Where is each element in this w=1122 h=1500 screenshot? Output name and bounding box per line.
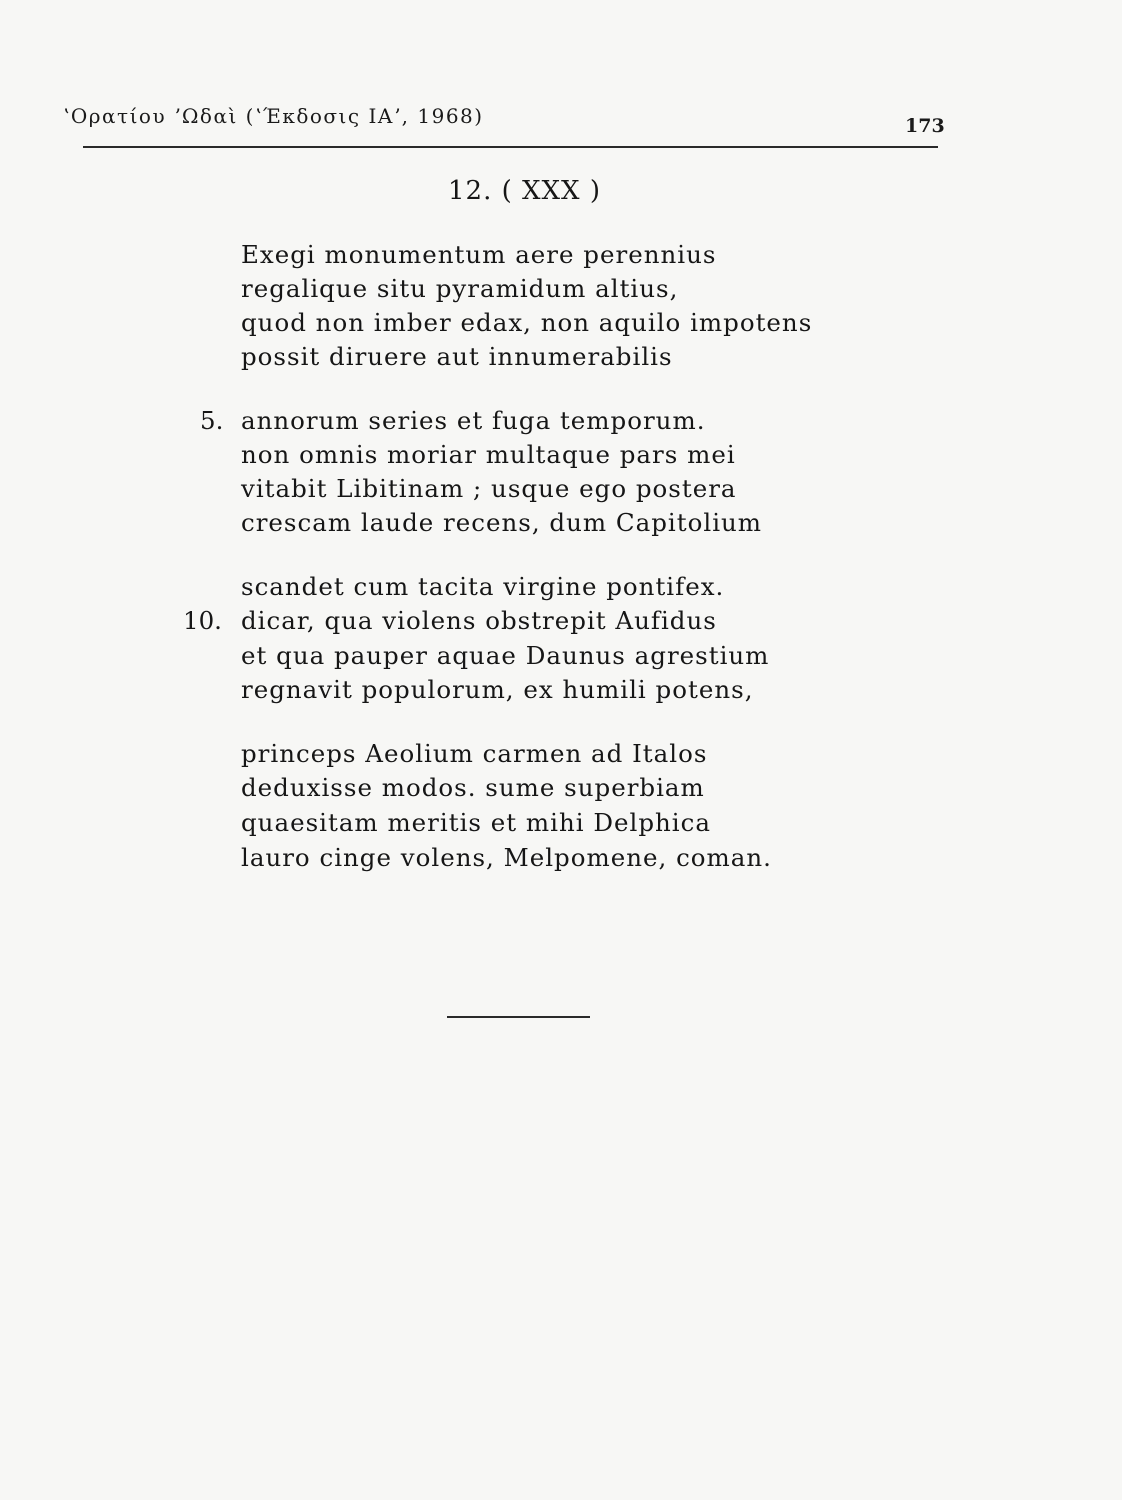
verse-line-7: vitabit Libitinam ; usque ego postera (241, 474, 737, 503)
verse-line-6: non omnis moriar multaque pars mei (241, 440, 736, 469)
verse-line-16: lauro cinge volens, Melpomene, coman. (241, 843, 772, 872)
running-head: ʽΟρατίου ʼΩδαὶ (ʽΈκδοσις ΙΑʼ, 1968) (63, 104, 484, 128)
verse-line-4: possit diruere aut innumerabilis (241, 342, 673, 371)
verse-line-13: princeps Aeolium carmen ad Italos (241, 739, 708, 768)
verse-line-15: quaesitam meritis et mihi Delphica (241, 808, 711, 837)
header-rule (83, 146, 938, 148)
verse-line-3: quod non imber edax, non aquilo impotens (241, 308, 813, 337)
verse-line-8: crescam laude recens, dum Capitolium (241, 508, 763, 537)
verse-line-10: dicar, qua violens obstrepit Aufidus (241, 606, 717, 635)
verse-line-11: et qua pauper aquae Daunus agrestium (241, 641, 770, 670)
verse-line-5: annorum series et fuga temporum. (241, 406, 706, 435)
verse-line-14: deduxisse modos. sume superbiam (241, 773, 705, 802)
verse-line-9: scandet cum tacita virgine pontifex. (241, 572, 725, 601)
ode-heading: 12. ( XXX ) (448, 176, 601, 206)
verse-line-2: regalique situ pyramidum altius, (241, 274, 679, 303)
page-number: 173 (905, 115, 945, 137)
verse-line-12: regnavit populorum, ex humili potens, (241, 675, 754, 704)
line-number-10: 10. (183, 606, 222, 635)
line-number-5: 5. (200, 406, 224, 435)
end-rule (447, 1016, 590, 1018)
verse-line-1: Exegi monumentum aere perennius (241, 240, 717, 269)
